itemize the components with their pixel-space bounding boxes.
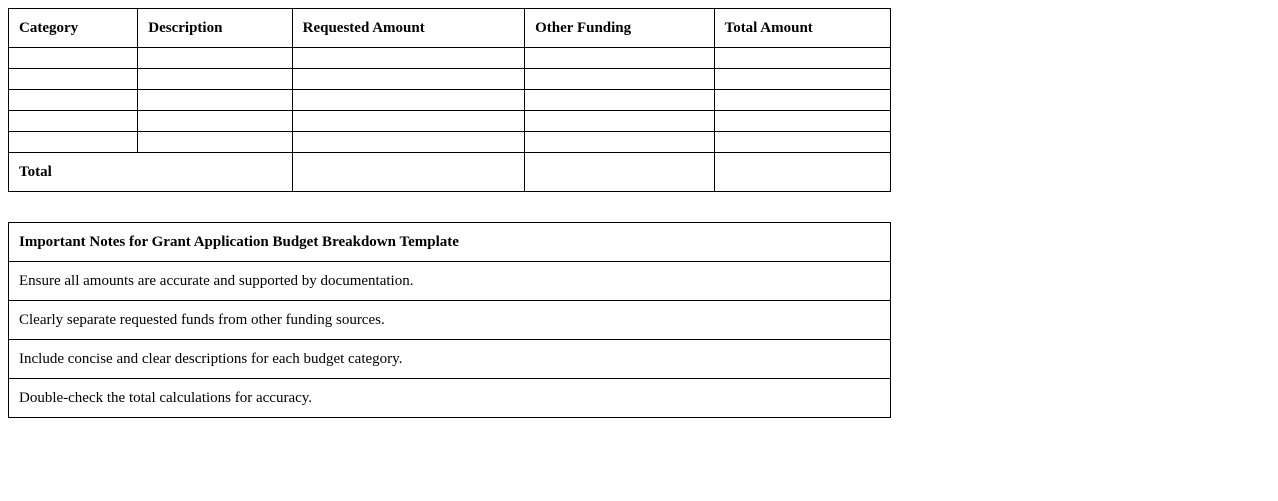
description-cell[interactable]	[138, 69, 292, 90]
other-funding-cell[interactable]	[525, 48, 714, 69]
total-label: Total	[9, 153, 293, 192]
category-cell[interactable]	[9, 69, 138, 90]
requested-amount-cell[interactable]	[292, 69, 525, 90]
note-item: Double-check the total calculations for accuracy.	[9, 379, 891, 418]
other-funding-cell[interactable]	[525, 111, 714, 132]
header-other-funding: Other Funding	[525, 9, 714, 48]
table-row	[9, 132, 891, 153]
important-notes-table	[8, 222, 891, 418]
total-amount-cell[interactable]	[714, 48, 890, 69]
note-item: Ensure all amounts are accurate and supported by documentation.	[9, 262, 891, 301]
note-item: Clearly separate requested funds from other funding sources.	[9, 301, 891, 340]
list-item	[9, 262, 891, 301]
list-item	[9, 301, 891, 340]
grand-total-cell[interactable]	[714, 153, 890, 192]
total-other-funding-cell[interactable]	[525, 153, 714, 192]
header-requested-amount: Requested Amount	[292, 9, 525, 48]
note-item: Include concise and clear descriptions for each budget category.	[9, 340, 891, 379]
requested-amount-cell[interactable]	[292, 132, 525, 153]
other-funding-cell[interactable]	[525, 69, 714, 90]
description-cell[interactable]	[138, 111, 292, 132]
total-row	[9, 153, 891, 192]
total-amount-cell[interactable]	[714, 111, 890, 132]
table-row	[9, 48, 891, 69]
total-amount-cell[interactable]	[714, 132, 890, 153]
category-cell[interactable]	[9, 90, 138, 111]
total-amount-cell[interactable]	[714, 90, 890, 111]
header-category: Category	[9, 9, 138, 48]
description-cell[interactable]	[138, 90, 292, 111]
total-amount-cell[interactable]	[714, 69, 890, 90]
notes-title: Important Notes for Grant Application Budget Breakdown Template	[9, 223, 891, 262]
category-cell[interactable]	[9, 48, 138, 69]
category-cell[interactable]	[9, 132, 138, 153]
category-cell[interactable]	[9, 111, 138, 132]
total-requested-amount-cell[interactable]	[292, 153, 525, 192]
other-funding-cell[interactable]	[525, 90, 714, 111]
list-item	[9, 379, 891, 418]
table-row	[9, 111, 891, 132]
requested-amount-cell[interactable]	[292, 111, 525, 132]
table-row	[9, 90, 891, 111]
list-item	[9, 340, 891, 379]
description-cell[interactable]	[138, 132, 292, 153]
budget-breakdown-table	[8, 8, 891, 192]
header-description: Description	[138, 9, 292, 48]
header-total-amount: Total Amount	[714, 9, 890, 48]
notes-title-row	[9, 223, 891, 262]
table-header-row	[9, 9, 891, 48]
table-row	[9, 69, 891, 90]
description-cell[interactable]	[138, 48, 292, 69]
requested-amount-cell[interactable]	[292, 90, 525, 111]
requested-amount-cell[interactable]	[292, 48, 525, 69]
other-funding-cell[interactable]	[525, 132, 714, 153]
